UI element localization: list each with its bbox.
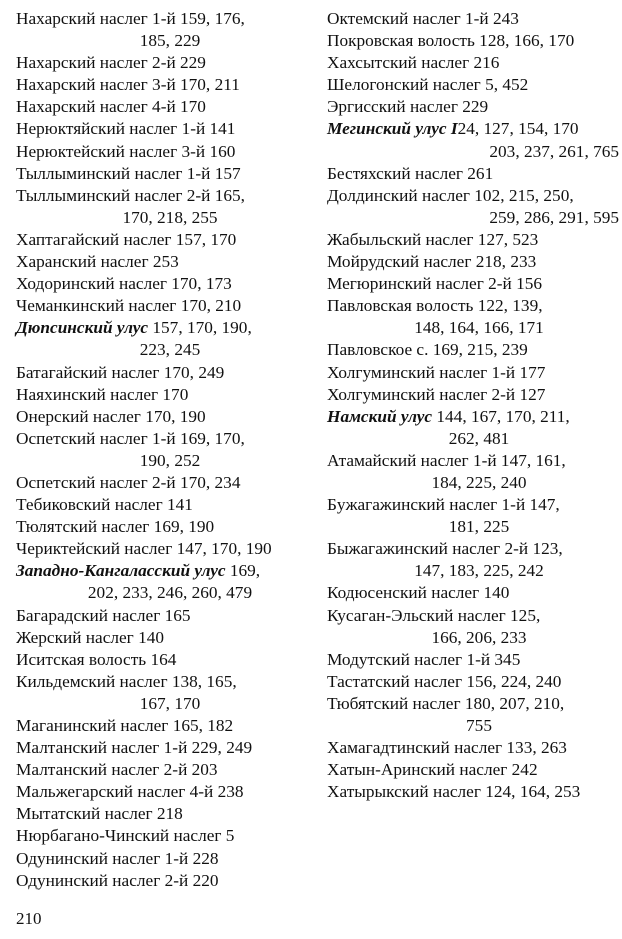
index-entry-continuation: 185, 229 — [139, 31, 201, 51]
index-entry — [16, 494, 312, 516]
index-entry-line: Бестяхский наслег 261 — [327, 163, 494, 183]
index-entry — [16, 560, 312, 604]
index-entry-line: Хахсытский наслег 216 — [327, 53, 500, 73]
index-entry-line: Иситская волость 164 — [16, 649, 177, 669]
index-entry — [327, 295, 619, 339]
index-entry-line: Хамагадтинский наслег 133, 263 — [327, 738, 567, 758]
index-entry-line: Нахарский наслег 3-й 170, 211 — [16, 75, 240, 95]
index-entry — [16, 428, 312, 472]
index-entry-line: Одунинский наслег 2-й 220 — [16, 870, 219, 890]
index-entry-line: Холгуминский наслег 2-й 127 — [327, 384, 546, 404]
index-entry-continuation: 167, 170 — [139, 693, 201, 713]
index-entry-line: Бyжагажинский наслег 1-й 147, — [327, 495, 560, 515]
index-entry-line: Мальжегарский наслег 4-й 238 — [16, 782, 244, 802]
index-entry-line: Онерский наслег 170, 190 — [16, 406, 206, 426]
index-entry — [16, 118, 312, 140]
index-entry-line: Нахарский наслег 4-й 170 — [16, 97, 206, 117]
index-entry-line: Кодюсенский наслег 140 — [327, 583, 510, 603]
index-entry — [16, 759, 312, 781]
index-entry-line: Нерюктейский наслег 3-й 160 — [16, 141, 236, 161]
index-entry-line: Тастатский наслег 156, 224, 240 — [327, 671, 562, 691]
index-entry-line: Хатырыкский наслег 124, 164, 253 — [327, 782, 581, 802]
index-entry — [327, 185, 619, 229]
index-entry — [327, 450, 619, 494]
index-entry-continuation: 184, 225, 240 — [431, 472, 527, 492]
index-entry — [327, 96, 619, 118]
index-entry-line: Тебиковский наслег 141 — [16, 495, 193, 515]
index-entry — [16, 229, 312, 251]
ulus-page-refs: 144, 167, 170, 211, — [432, 406, 570, 426]
index-entry — [16, 472, 312, 494]
index-entry-line — [16, 560, 312, 582]
index-entry-continuation: 202, 233, 246, 260, 479 — [87, 583, 253, 603]
index-entry — [327, 229, 619, 251]
index-entry-line: Нерюктяйский наслег 1-й 141 — [16, 119, 236, 139]
index-entry — [327, 605, 619, 649]
index-entry-continuation: 170, 218, 255 — [122, 207, 218, 227]
index-entry — [16, 273, 312, 295]
index-entry — [16, 185, 312, 229]
index-entry — [16, 516, 312, 538]
index-entry-line: Холгуминский наслег 1-й 177 — [327, 362, 546, 382]
index-entry — [16, 870, 312, 892]
index-entry — [16, 295, 312, 317]
index-entry-continuation: 203, 237, 261, 765 — [489, 141, 619, 161]
ulus-name: Западно-Кангаласский улус — [16, 561, 226, 581]
index-entry — [327, 52, 619, 74]
index-entry-line: Атамайский наслег 1-й 147, 161, — [327, 450, 566, 470]
index-entry — [16, 605, 312, 627]
page-number: 210 — [16, 909, 42, 928]
index-entry-line: Долдинский наслег 102, 215, 250, — [327, 185, 574, 205]
index-entry-line: Мегюринский наслег 2-й 156 — [327, 274, 543, 294]
index-entry-line — [16, 317, 312, 339]
index-entry — [16, 96, 312, 118]
index-entry-line: Тюлятский наслег 169, 190 — [16, 517, 215, 537]
index-entry — [16, 671, 312, 715]
index-entry-line: Павловское с. 169, 215, 239 — [327, 340, 528, 360]
index-entry-line: Чериктейский наслег 147, 170, 190 — [16, 539, 272, 559]
index-entry-continuation: 755 — [466, 716, 492, 735]
index-entry — [327, 406, 619, 450]
index-entry-line: Нахарский наслег 1-й 159, 176, — [16, 9, 245, 28]
index-entry — [16, 715, 312, 737]
index-entry-continuation: 223, 245 — [139, 340, 201, 360]
index-entry-line: Харанский наслег 253 — [16, 252, 179, 272]
index-entry-continuation: 259, 286, 291, 595 — [489, 207, 619, 227]
index-entry — [327, 781, 619, 803]
index-entry — [327, 273, 619, 295]
index-entry-line: Нюрбагано-Чинский наслег 5 — [16, 826, 235, 846]
index-entry-line: Жерский наслег 140 — [16, 627, 165, 647]
index-entry-line: Хаптагайский наслег 157, 170 — [16, 229, 237, 249]
index-entry — [16, 317, 312, 361]
index-entry — [16, 74, 312, 96]
index-entry-line: Чеманкинский наслег 170, 210 — [16, 296, 242, 316]
index-entry — [327, 118, 619, 162]
index-entry-continuation: 166, 206, 233 — [431, 627, 527, 647]
index-entry-line: Жабыльский наслег 127, 523 — [327, 229, 539, 249]
index-entry — [16, 141, 312, 163]
index-entry-line: Оспетский наслег 1-й 169, 170, — [16, 428, 245, 448]
index-entry-line: Хатын-Аринский наслег 242 — [327, 760, 538, 780]
index-entry — [16, 649, 312, 671]
index-entry-line: Маганинский наслег 165, 182 — [16, 716, 234, 735]
index-entry — [327, 30, 619, 52]
index-entry — [327, 74, 619, 96]
index-entry — [327, 582, 619, 604]
index-entry-line: Быжагажинский наслег 2-й 123, — [327, 539, 563, 559]
index-entry-line: Эргисский наслег 229 — [327, 97, 489, 117]
ulus-name: Намский улус — [327, 406, 433, 426]
index-entry — [16, 825, 312, 847]
index-entry — [16, 848, 312, 870]
index-entry-line: Малтанский наслег 2-й 203 — [16, 760, 218, 780]
index-entry-line: Багарадский наслег 165 — [16, 605, 191, 625]
index-entry-line: Мойрудский наслег 218, 233 — [327, 252, 537, 272]
index-entry-line: Кусаган-Эльский наслег 125, — [327, 605, 541, 625]
index-entry — [327, 671, 619, 693]
index-entry-line: Кильдемский наслег 138, 165, — [16, 671, 237, 691]
index-entry — [16, 52, 312, 74]
index-entry-line: Покровская волость 128, 166, 170 — [327, 31, 575, 51]
index-entry — [16, 251, 312, 273]
index-entry-line: Наяхинский наслег 170 — [16, 384, 189, 404]
index-entry — [16, 781, 312, 803]
index-entry-line: Одунинский наслег 1-й 228 — [16, 848, 219, 868]
index-entry-line — [327, 118, 619, 140]
index-entry — [16, 163, 312, 185]
ulus-name: Мегинский улус I — [327, 119, 458, 139]
index-entry — [327, 737, 619, 759]
index-entry-line: Модутский наслег 1-й 345 — [327, 649, 521, 669]
index-entry — [16, 8, 312, 52]
ulus-page-refs: 157, 170, 190, — [148, 318, 252, 338]
index-entry — [327, 339, 619, 361]
index-entry-line: Октемский наслег 1-й 243 — [327, 9, 519, 28]
index-entry-line: Малтанский наслег 1-й 229, 249 — [16, 738, 253, 758]
index-entry-continuation: 190, 252 — [139, 450, 201, 470]
index-column-left — [16, 8, 312, 892]
index-entry — [327, 538, 619, 582]
index-entry — [327, 8, 619, 30]
index-entry — [327, 384, 619, 406]
index-entry-line: Нахарский наслег 2-й 229 — [16, 53, 206, 73]
index-entry — [16, 362, 312, 384]
index-entry-line: Ходоринский наслег 170, 173 — [16, 274, 232, 294]
index-entry — [16, 384, 312, 406]
index-entry — [16, 406, 312, 428]
index-entry — [16, 627, 312, 649]
index-entry — [327, 759, 619, 781]
index-entry-line: Шелогонский наслег 5, 452 — [327, 75, 529, 95]
index-entry-line — [327, 406, 619, 428]
index-entry-line: Павловская волость 122, 139, — [327, 296, 543, 316]
index-entry-line: Тюбятский наслег 180, 207, 210, — [327, 693, 565, 713]
index-entry-line: Мытатский наслег 218 — [16, 804, 183, 824]
index-entry — [327, 693, 619, 737]
index-entry-continuation: 262, 481 — [448, 428, 510, 448]
index-entry — [327, 649, 619, 671]
ulus-name: Дюпсинский улус — [16, 318, 149, 338]
index-column-right — [327, 8, 619, 803]
ulus-page-refs: 24, 127, 154, 170 — [457, 119, 579, 139]
index-entry-continuation: 181, 225 — [448, 517, 510, 537]
index-entry-line: Батагайский наслег 170, 249 — [16, 362, 225, 382]
index-entry — [327, 251, 619, 273]
index-entry — [16, 737, 312, 759]
index-entry — [327, 494, 619, 538]
index-entry — [327, 163, 619, 185]
index-entry — [16, 538, 312, 560]
index-entry-continuation: 148, 164, 166, 171 — [414, 318, 544, 338]
ulus-page-refs: 169, — [225, 561, 261, 581]
index-entry-line: Оспетский наслег 2-й 170, 234 — [16, 472, 241, 492]
index-entry — [327, 362, 619, 384]
index-entry — [16, 803, 312, 825]
index-entry-line: Тыллыминский наслег 2-й 165, — [16, 185, 245, 205]
index-entry-continuation: 147, 183, 225, 242 — [414, 561, 544, 581]
index-entry-line: Тыллыминский наслег 1-й 157 — [16, 163, 241, 183]
